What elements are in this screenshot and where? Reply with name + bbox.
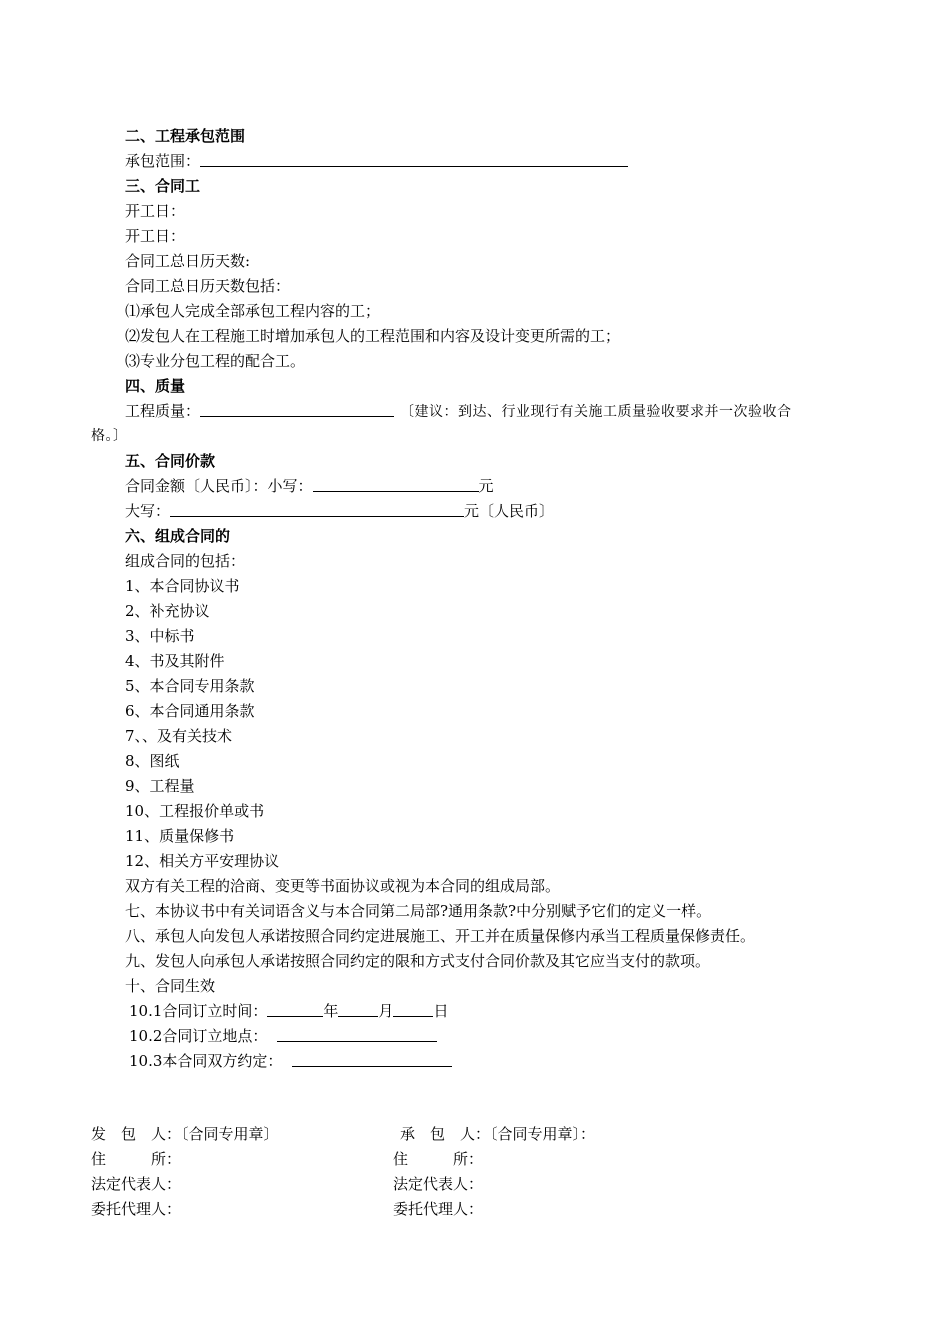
section3-heading: 三、合同工 <box>125 177 201 195</box>
year-label: 年 <box>323 1002 339 1020</box>
duration-item-1: ⑴承包人完成全部承包工程内容的工； <box>125 302 381 320</box>
section7: 七、本协议书中有关词语含义与本合同第二局部?通用条款?中分别赋予它们的定义一样。 <box>125 902 712 920</box>
day-field[interactable] <box>393 1000 433 1017</box>
signing-place-row <box>129 1024 437 1049</box>
contractor-seal: 承 包 人：〔合同专用章〕： <box>400 1125 596 1143</box>
agreement-field[interactable] <box>292 1050 452 1067</box>
section6-closing: 双方有关工程的洽商、变更等书面协议或视为本合同的组成局部。 <box>125 877 561 895</box>
document-item: 10、工程报价单或书 <box>125 802 265 820</box>
amount-field[interactable] <box>313 475 479 492</box>
document-item: 12、相关方平安理协议 <box>125 852 280 870</box>
scope-label: 承包范围： <box>125 152 201 170</box>
document-item: 7、、及有关技术 <box>125 727 233 745</box>
month-field[interactable] <box>338 1000 378 1017</box>
section5-heading: 五、合同价款 <box>125 452 216 470</box>
month-label: 月 <box>378 1002 394 1020</box>
total-days-includes: 合同工总日历天数包括： <box>125 277 291 295</box>
document-item: 5、本合同专用条款 <box>125 677 255 695</box>
section10-heading: 十、合同生效 <box>125 977 216 995</box>
amount-unit: 元 <box>478 477 494 495</box>
quality-suggestion-cont: 格。〕 <box>91 428 128 444</box>
employer-agent: 委托代理人： <box>91 1200 182 1218</box>
document-item: 1、本合同协议书 <box>125 577 240 595</box>
quality-label: 工程质量： <box>125 402 201 420</box>
agreement-row <box>129 1049 452 1074</box>
amount-label: 合同金额〔人民币〕：小写： <box>125 477 313 495</box>
section4-heading: 四、质量 <box>125 377 186 395</box>
employer-address: 住 所： <box>91 1150 182 1168</box>
year-field[interactable] <box>267 1000 323 1017</box>
section2-heading: 二、工程承包范围 <box>125 127 246 145</box>
quality-row <box>125 399 792 424</box>
signing-time-row <box>129 999 448 1024</box>
document-item: 6、本合同通用条款 <box>125 702 255 720</box>
section8: 八、承包人向发包人承诺按照合同约定进展施工、开工并在质量保修内承当工程质量保修责任。 <box>125 927 756 945</box>
employer-representative: 法定代表人： <box>91 1175 182 1193</box>
section6-intro: 组成合同的包括： <box>125 552 246 570</box>
start-date-1: 开工日： <box>125 202 186 220</box>
signing-time-label: 10.1合同订立时间： <box>129 1002 268 1020</box>
capital-unit: 元〔人民币〕 <box>464 502 555 520</box>
document-item: 2、补充协议 <box>125 602 210 620</box>
total-days: 合同工总日历天数: <box>125 252 251 270</box>
capital-label: 大写： <box>125 502 171 520</box>
agreement-label: 10.3本合同双方约定： <box>129 1052 283 1070</box>
contractor-agent: 委托代理人： <box>393 1200 484 1218</box>
contractor-address: 住 所： <box>393 1150 484 1168</box>
document-item: 9、工程量 <box>125 777 195 795</box>
duration-item-3: ⑶专业分包工程的配合工。 <box>125 352 306 370</box>
document-item: 4、书及其附件 <box>125 652 225 670</box>
scope-row <box>125 149 628 174</box>
day-label: 日 <box>433 1002 449 1020</box>
quality-suggestion: 〔建议：到达、行业现行有关施工质量验收要求并一次验收合 <box>400 404 792 420</box>
contractor-representative: 法定代表人： <box>393 1175 484 1193</box>
signing-place-field[interactable] <box>277 1025 437 1042</box>
section9: 九、发包人向承包人承诺按照合同约定的限和方式支付合同价款及其它应当支付的款项。 <box>125 952 711 970</box>
quality-field[interactable] <box>200 400 394 417</box>
section6-heading: 六、组成合同的 <box>125 527 231 545</box>
start-date-2: 开工日： <box>125 227 186 245</box>
document-item: 11、质量保修书 <box>125 827 235 845</box>
document-item: 3、中标书 <box>125 627 195 645</box>
capital-field[interactable] <box>170 500 464 517</box>
employer-seal: 发 包 人：〔合同专用章〕 <box>91 1125 279 1143</box>
capital-row <box>125 499 554 524</box>
scope-field[interactable] <box>200 150 628 167</box>
document-item: 8、图纸 <box>125 752 180 770</box>
signing-place-label: 10.2合同订立地点： <box>129 1027 268 1045</box>
amount-row <box>125 474 494 499</box>
duration-item-2: ⑵发包人在工程施工时增加承包人的工程范围和内容及设计变更所需的工； <box>125 327 621 345</box>
